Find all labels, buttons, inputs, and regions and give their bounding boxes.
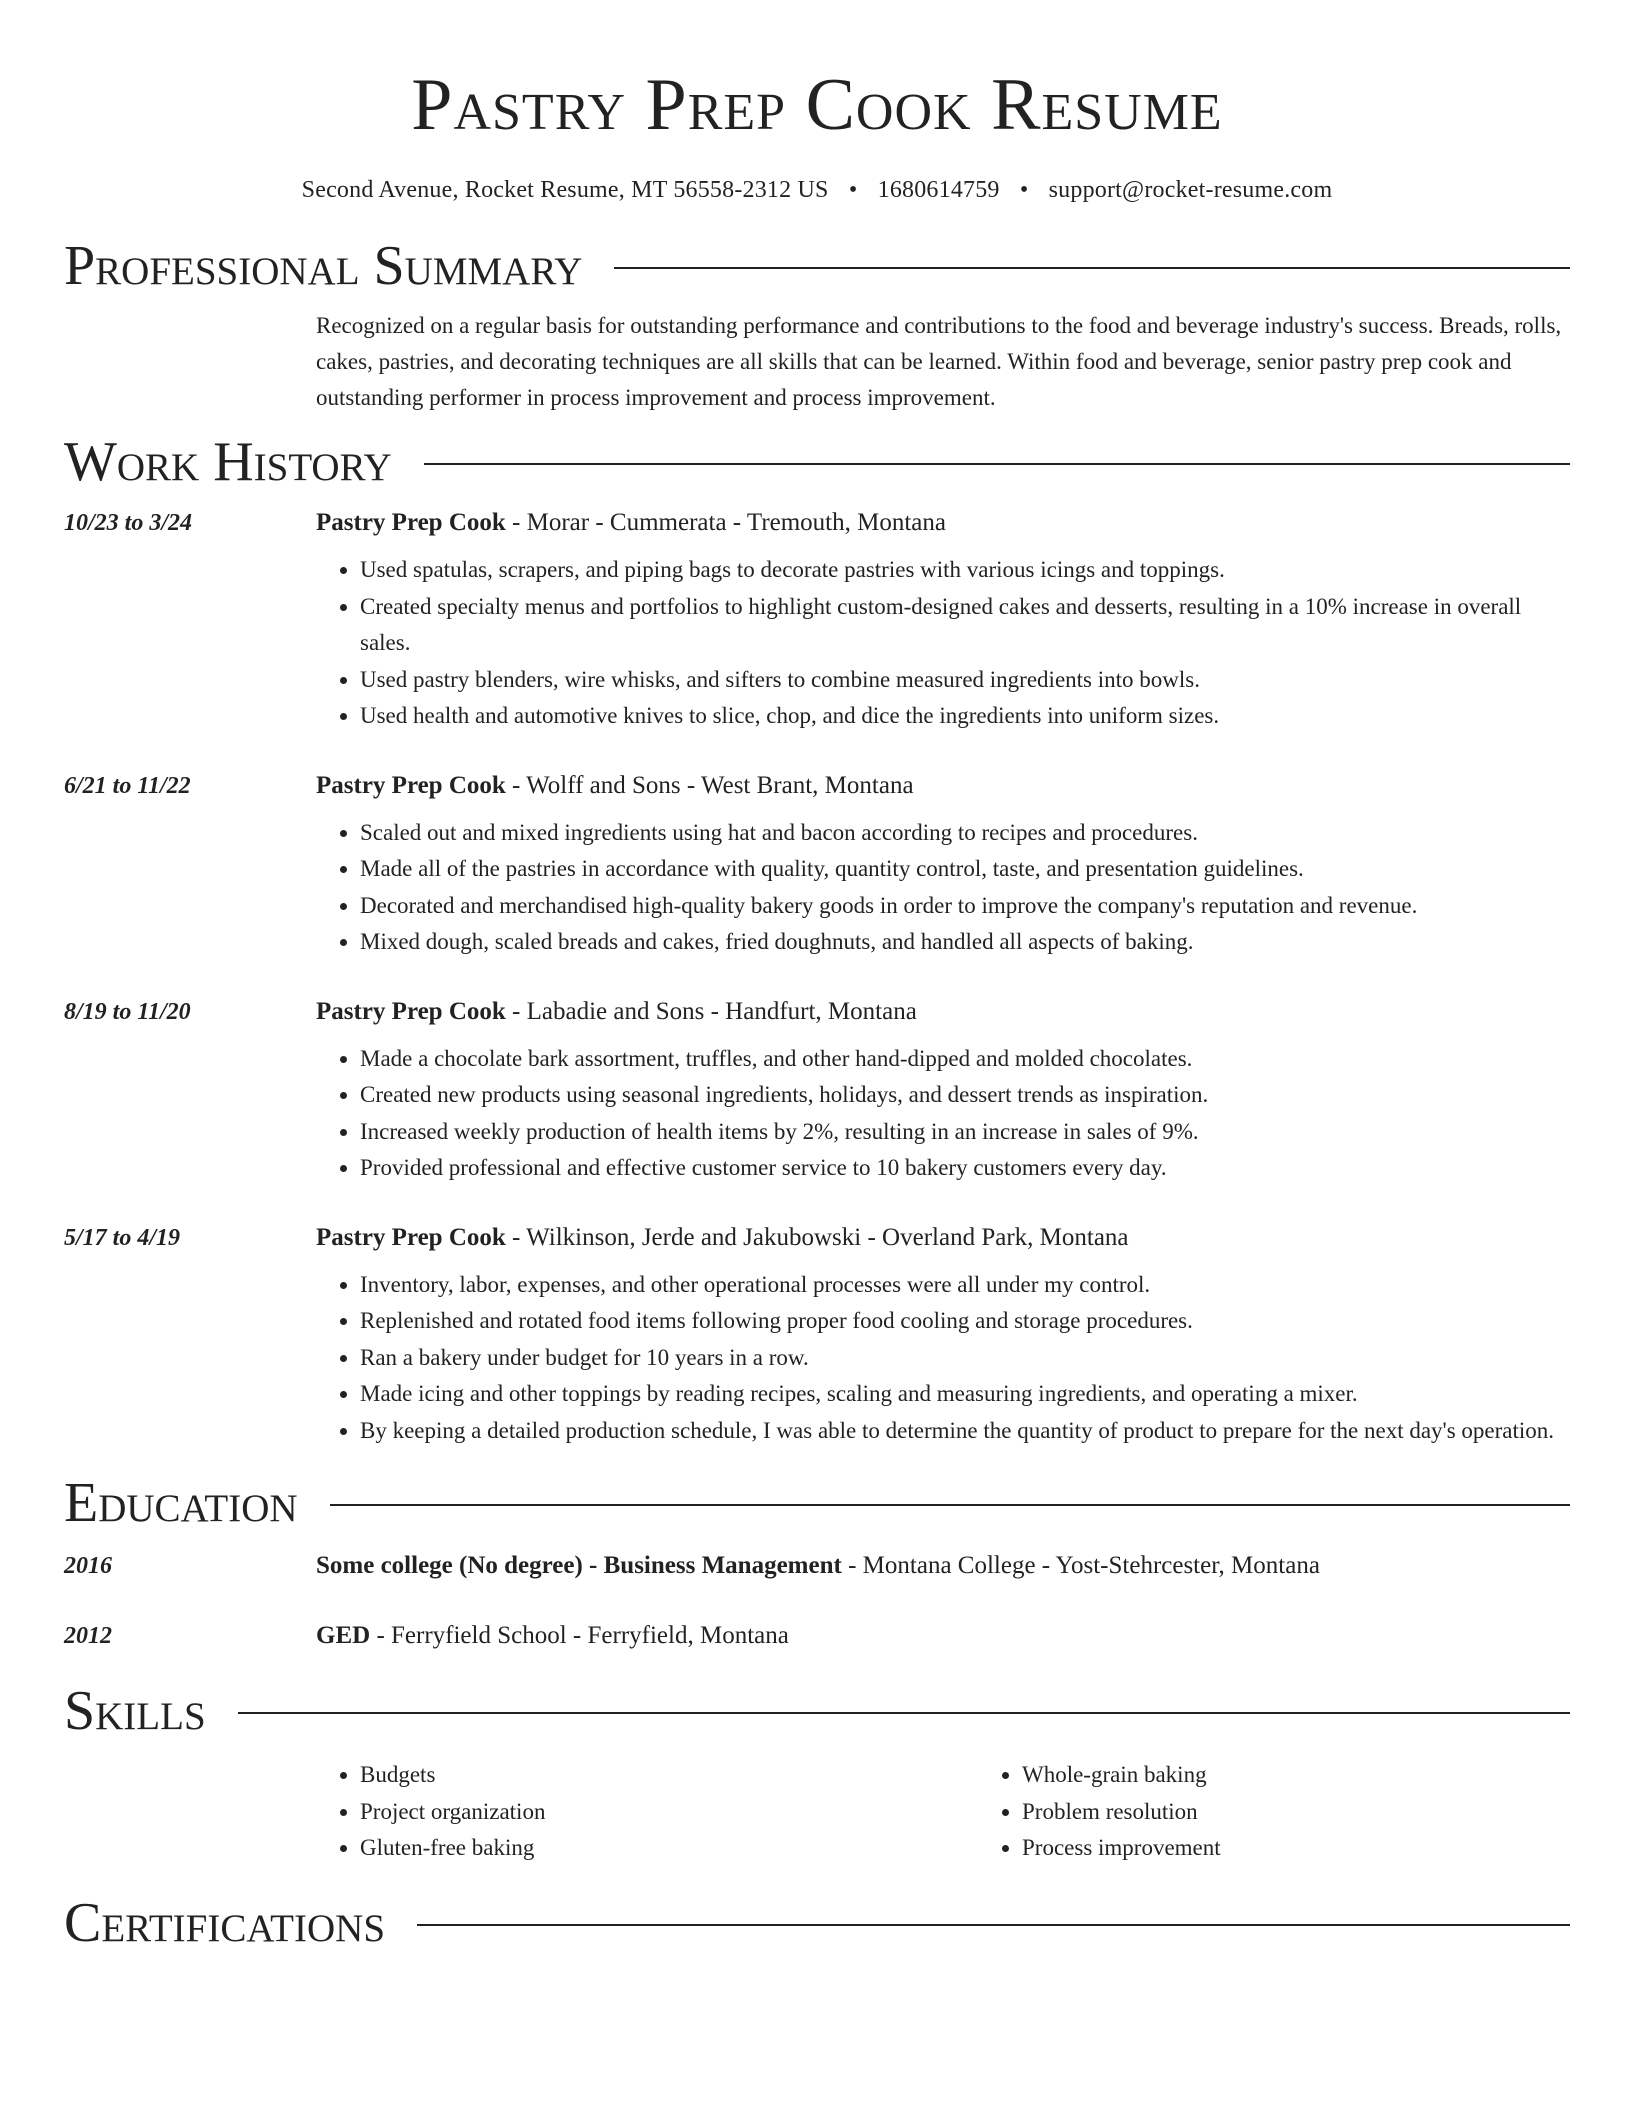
skill-item: • Project organization [360,1794,978,1831]
job-role: Pastry Prep Cook [316,509,506,536]
resume-page [64,0,1570,1955]
job-bullet: • Made all of the pastries in accordance with quality, quantity control, taste, and presentation guidelines. [360,851,1570,888]
skill-item: • Problem resolution [1022,1794,1632,1831]
job-dates: 6/21 to 11/22 [64,772,191,799]
job-bullet: • Made a chocolate bark assortment, truffles, and other hand-dipped and molded chocolates. [360,1041,1570,1078]
section-divider [614,267,1570,269]
certifications-section-title: Certifications [64,1891,386,1954]
job-entry [64,769,1570,961]
section-divider [330,1504,1570,1506]
job-employer: - Wolff and Sons - West Brant, Montana [505,771,914,799]
skills-section-header [64,1679,1570,1743]
contact-address: Second Avenue, Rocket Resume, MT 56558-2312 US [301,177,829,203]
job-dates: 8/19 to 11/20 [64,998,191,1025]
section-divider [424,463,1570,465]
job-bullets [316,1041,1570,1187]
education-year: 2012 [64,1623,112,1649]
job-bullet: • Used spatulas, scrapers, and piping bags to decorate pastries with various icings and toppings. [360,552,1570,589]
education-year: 2016 [64,1553,112,1579]
education-degree: Some college (No degree) - Business Management [316,1552,842,1579]
job-heading [316,506,1570,540]
contact-separator: • [1019,177,1029,203]
job-heading [316,995,1570,1029]
job-bullet: • Inventory, labor, expenses, and other operational processes were all under my control. [360,1267,1570,1304]
contact-line [64,174,1570,206]
skill-item: • Process improvement [1022,1830,1632,1867]
job-role: Pastry Prep Cook [316,1223,506,1251]
summary-row [64,308,1570,416]
contact-email: support@rocket-resume.com [1048,177,1333,203]
job-heading [316,769,1570,803]
job-bullet: • By keeping a detailed production schedule, I was able to determine the quantity of product to prepare for the next day's operation. [360,1413,1570,1450]
resume-title: Pastry Prep Cook Resume [411,64,1223,146]
job-entry [64,506,1570,735]
summary-section-header [64,234,1570,298]
skills-list-left [316,1757,978,1867]
contact-separator: • [848,177,858,203]
job-dates: 10/23 to 3/24 [64,510,193,536]
education-school: - Ferryfield School - Ferryfield, Montana [370,1622,789,1649]
work-section-header [64,430,1570,494]
job-bullet: • Made icing and other toppings by reading recipes, scaling and measuring ingredients, and operating a mixer. [360,1376,1570,1413]
certifications-section-header [64,1891,1570,1955]
job-employer: - Wilkinson, Jerde and Jakubowski - Overland Park, Montana [505,1223,1129,1251]
education-section-title: Education [64,1472,298,1534]
education-entry [64,1549,1570,1583]
job-bullet: • Used health and automotive knives to slice, chop, and dice the ingredients into uniform sizes. [360,698,1570,735]
job-bullet: • Replenished and rotated food items following proper food cooling and storage procedures. [360,1303,1570,1340]
summary-text: Recognized on a regular basis for outstanding performance and contributions to the food and beverage industry's success. Breads, rolls, cakes, pastries, and decorating techniques are all skills that can be learned. Within food and beverage, senior pastry prep cook and outstanding performer in process improvement and process improvement. [316,313,1562,410]
work-section-title: Work History [64,431,392,493]
job-bullet: • Mixed dough, scaled breads and cakes, fried doughnuts, and handled all aspects of baking. [360,924,1570,961]
job-bullets [316,815,1570,961]
section-divider [238,1712,1570,1714]
job-employer: - Morar - Cummerata - Tremouth, Montana [505,509,946,536]
job-bullet: • Created specialty menus and portfolios to highlight custom-designed cakes and desserts, resulting in a 10% increase in overall sales. [360,589,1570,662]
education-section-header [64,1471,1570,1535]
skill-item: • Whole-grain baking [1022,1757,1632,1794]
job-bullets [316,552,1570,735]
job-entry [64,1221,1570,1450]
job-role: Pastry Prep Cook [316,997,506,1025]
job-bullet: • Created new products using seasonal ingredients, holidays, and dessert trends as inspiration. [360,1077,1570,1114]
section-divider [417,1924,1570,1926]
contact-phone: 1680614759 [877,177,1000,203]
job-bullet: • Increased weekly production of health items by 2%, resulting in an increase in sales of 9%. [360,1114,1570,1151]
job-dates: 5/17 to 4/19 [64,1224,181,1251]
job-heading [316,1221,1570,1255]
job-bullet: • Scaled out and mixed ingredients using hat and bacon according to recipes and procedures. [360,815,1570,852]
skills-section-title: Skills [64,1680,206,1742]
job-employer: - Labadie and Sons - Handfurt, Montana [505,997,917,1025]
education-degree: GED [316,1622,371,1649]
summary-section-title: Professional Summary [64,235,583,297]
job-entry [64,995,1570,1187]
skills-list-right [978,1757,1632,1867]
education-school: - Montana College - Yost-Stehrcester, Montana [841,1552,1320,1579]
job-bullet: • Provided professional and effective customer service to 10 bakery customers every day. [360,1150,1570,1187]
job-role: Pastry Prep Cook [316,771,506,799]
job-bullet: • Used pastry blenders, wire whisks, and sifters to combine measured ingredients into bowls. [360,662,1570,699]
job-bullet: • Ran a bakery under budget for 10 years in a row. [360,1340,1570,1377]
job-bullets [316,1267,1570,1450]
skills-row [64,1757,1570,1867]
skill-item: • Budgets [360,1757,978,1794]
skill-item: • Gluten-free baking [360,1830,978,1867]
education-entry [64,1619,1570,1653]
job-bullet: • Decorated and merchandised high-quality bakery goods in order to improve the company's reputation and revenue. [360,888,1570,925]
